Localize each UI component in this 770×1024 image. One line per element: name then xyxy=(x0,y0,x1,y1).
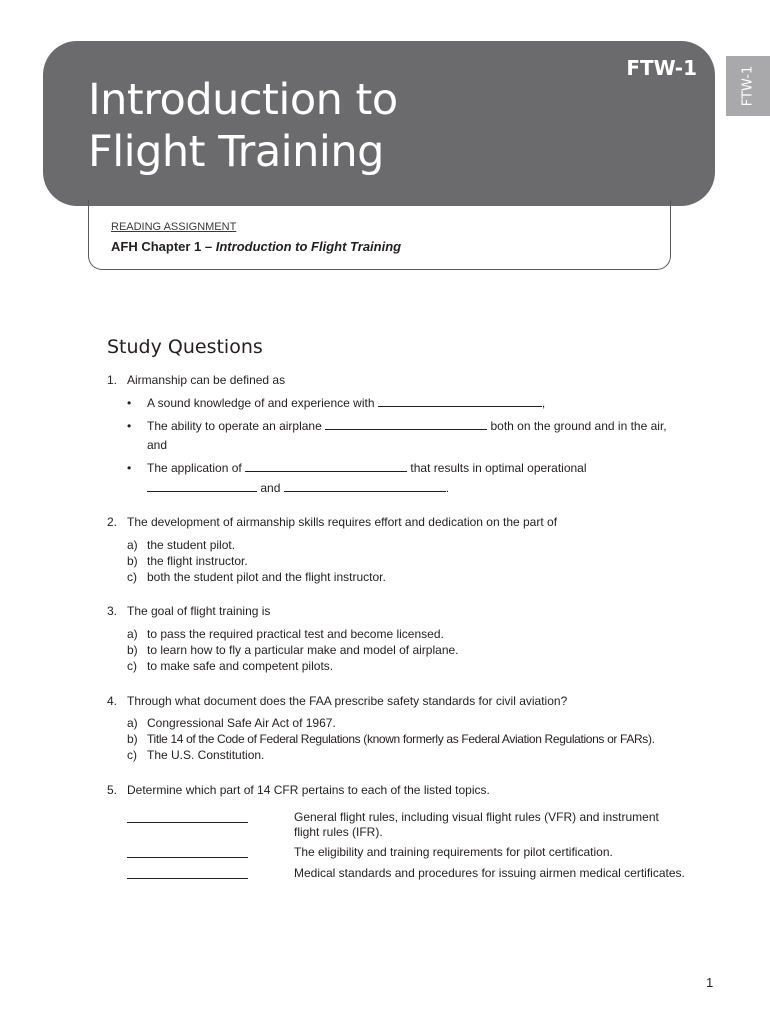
side-tab-label: FTW-1 xyxy=(740,65,756,107)
option-text: the flight instructor. xyxy=(147,554,248,568)
q1-b1-text: A sound knowledge of and experience with xyxy=(147,396,375,410)
chapter-title xyxy=(88,74,398,178)
q1-b3-end: . xyxy=(445,481,450,495)
answer-blank[interactable] xyxy=(378,396,542,407)
question-text: The development of airmanship skills requires effort and dedication on the part of xyxy=(127,515,558,529)
reading-assignment-box xyxy=(88,200,671,270)
topic-text: General flight rules, including visual flight rules (VFR) and instrument xyxy=(294,810,659,824)
option-letter: c) xyxy=(127,570,137,584)
question-number: 1. xyxy=(107,373,118,387)
topic-2 xyxy=(294,845,613,860)
q1-bullet-1 xyxy=(147,396,545,410)
q1-bullet-3-cont xyxy=(147,481,449,495)
question-number: 3. xyxy=(107,604,118,618)
option-text: Title 14 of the Code of Federal Regulations (known formerly as Federal Aviation Regulations or FARs). xyxy=(147,732,655,746)
q1-b3-text: The application of xyxy=(147,461,242,475)
chapter-header xyxy=(43,41,715,206)
option-text: Congressional Safe Air Act of 1967. xyxy=(147,716,336,730)
question-text: Through what document does the FAA prescribe safety standards for civil aviation? xyxy=(127,694,568,708)
section-title: Study Questions xyxy=(107,336,263,358)
option-letter: a) xyxy=(127,538,138,552)
q1-bullet-3 xyxy=(147,461,587,475)
topic-1 xyxy=(294,810,659,840)
option-letter: a) xyxy=(127,627,138,641)
question-number: 2. xyxy=(107,515,118,529)
q1-b3-mid: and xyxy=(260,481,281,495)
option-text: to learn how to fly a particular make and model of airplane. xyxy=(147,643,459,657)
option-letter: c) xyxy=(127,659,137,673)
option-text: The U.S. Constitution. xyxy=(147,748,265,762)
option-letter: b) xyxy=(127,554,138,568)
topic-text: Medical standards and procedures for issuing airmen medical certificates. xyxy=(294,866,685,880)
topic-text: The eligibility and training requirements for pilot certification. xyxy=(294,845,613,859)
reading-chapter-title: Introduction to Flight Training xyxy=(215,239,402,254)
part-answer-blank[interactable] xyxy=(127,857,248,858)
q1-b2-post: both on the ground and in the air, xyxy=(490,419,667,433)
q1-bullet-2 xyxy=(147,419,667,433)
answer-blank[interactable] xyxy=(245,461,407,472)
reading-assignment-label: READING ASSIGNMENT xyxy=(111,221,237,233)
page-number: 1 xyxy=(706,975,714,990)
answer-blank[interactable] xyxy=(147,481,257,492)
topic-3 xyxy=(294,866,685,881)
option-text: the student pilot. xyxy=(147,538,236,552)
question-number: 4. xyxy=(107,694,118,708)
part-answer-blank[interactable] xyxy=(127,822,248,823)
question-number: 5. xyxy=(107,783,118,797)
chapter-title-line1: Introduction to xyxy=(88,75,398,125)
option-text: both the student pilot and the flight instructor. xyxy=(147,570,386,584)
answer-blank[interactable] xyxy=(325,419,487,430)
q1-bullet-2-cont: and xyxy=(147,438,168,452)
option-letter: c) xyxy=(127,748,137,762)
reading-prefix: AFH Chapter 1 – xyxy=(111,239,216,254)
chapter-title-line2: Flight Training xyxy=(88,127,384,177)
answer-blank[interactable] xyxy=(284,481,446,492)
reading-assignment-text xyxy=(111,239,401,254)
question-text: The goal of flight training is xyxy=(127,604,271,618)
bullet-icon: • xyxy=(127,396,132,410)
option-text: to make safe and competent pilots. xyxy=(147,659,334,673)
part-answer-blank[interactable] xyxy=(127,878,248,879)
q1-b3-post: that results in optimal operational xyxy=(410,461,587,475)
option-letter: b) xyxy=(127,643,138,657)
q1-b2-text: The ability to operate an airplane xyxy=(147,419,322,433)
option-letter: a) xyxy=(127,716,138,730)
q1-b1-post: , xyxy=(541,396,546,410)
option-text: to pass the required practical test and become licensed. xyxy=(147,627,444,641)
bullet-icon: • xyxy=(127,419,132,433)
question-text: Determine which part of 14 CFR pertains to each of the listed topics. xyxy=(127,783,490,797)
option-letter: b) xyxy=(127,732,138,746)
chapter-code: FTW-1 xyxy=(626,56,697,80)
topic-text-cont: flight rules (IFR). xyxy=(294,825,383,839)
question-text: Airmanship can be defined as xyxy=(127,373,286,387)
bullet-icon: • xyxy=(127,461,132,475)
side-tab xyxy=(726,56,770,116)
